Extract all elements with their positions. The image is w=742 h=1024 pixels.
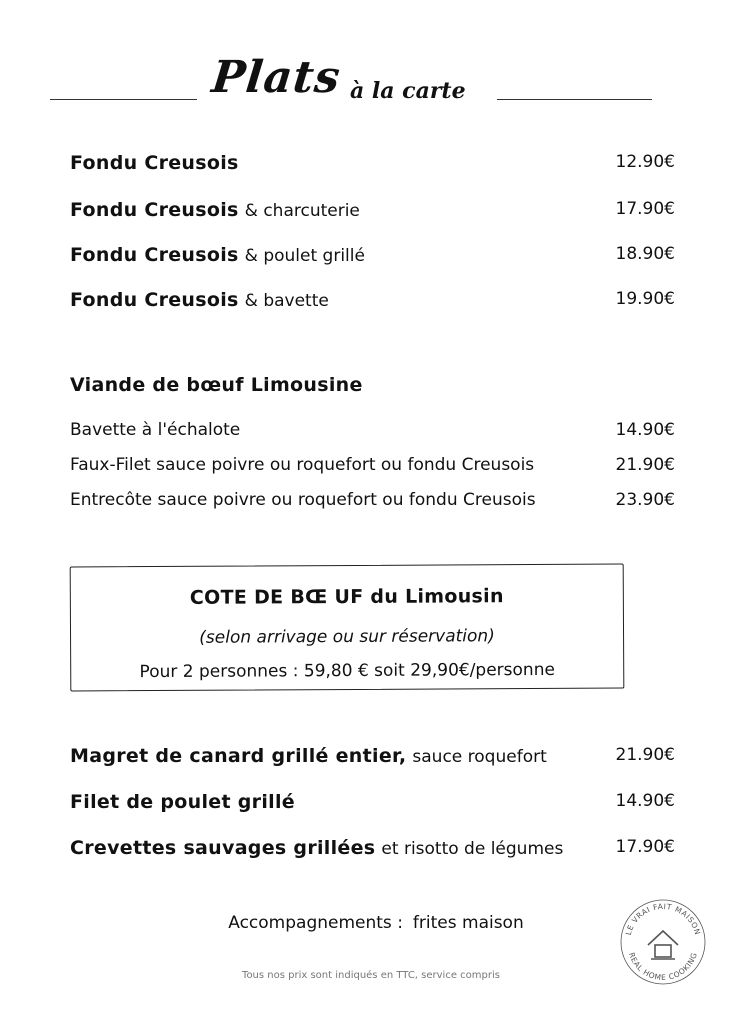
item-price: 21.90€: [615, 745, 675, 765]
item-desc: & poulet grillé: [244, 246, 365, 266]
fait-maison-badge: [618, 897, 708, 987]
house-icon: [648, 931, 678, 959]
item-price: 14.90€: [615, 420, 675, 440]
special-subtitle: (selon arrivage ou sur réservation): [199, 626, 495, 648]
item-price: 12.90€: [615, 152, 675, 172]
menu-item: [70, 152, 675, 174]
item-desc: sauce roquefort: [412, 747, 547, 767]
section-heading-beef: Viande de bœuf Limousine: [70, 374, 363, 396]
item-desc: & charcuterie: [244, 201, 360, 221]
special-title: COTE DE BŒ UF du Limousin: [189, 585, 504, 609]
badge-bottom-text: REAL HOME COOKING: [627, 951, 699, 983]
item-label: Faux-Filet sauce poivre ou roquefort ou fondu Creusois: [70, 455, 535, 475]
header-rule-left: [50, 99, 197, 100]
header-rule-right: [497, 99, 652, 100]
menu-item: [70, 420, 675, 440]
item-name: Crevettes sauvages grillées: [70, 837, 376, 859]
footer-note: Tous nos prix sont indiqués en TTC, service compris: [242, 970, 500, 981]
item-label: Bavette à l'échalote: [70, 420, 241, 440]
menu-item: [70, 745, 675, 767]
item-label: Entrecôte sauce poivre ou roquefort ou fondu Creusois: [70, 490, 536, 510]
page-title: Plats: [209, 52, 344, 103]
item-price: 19.90€: [615, 289, 675, 309]
item-price: 18.90€: [615, 244, 675, 264]
page-header: [0, 50, 742, 120]
badge-top-text: LE VRAI FAIT MAISON: [623, 901, 703, 937]
menu-item: [70, 791, 675, 813]
page-subtitle: à la carte: [350, 78, 466, 104]
menu-item: [70, 244, 675, 266]
item-price: 14.90€: [615, 791, 675, 811]
item-name: Magret de canard grillé entier,: [70, 745, 407, 767]
item-desc: et risotto de légumes: [381, 839, 564, 859]
special-offer-box: [70, 564, 625, 692]
accompaniments-label: Accompagnements :: [228, 913, 403, 933]
item-name: Fondu Creusois: [70, 289, 239, 311]
item-price: 21.90€: [615, 455, 675, 475]
menu-item: [70, 837, 675, 859]
item-name: Filet de poulet grillé: [70, 791, 295, 813]
item-name: Fondu Creusois: [70, 244, 239, 266]
item-desc: & bavette: [244, 291, 329, 311]
item-price: 23.90€: [615, 490, 675, 510]
item-name: Fondu Creusois: [70, 199, 239, 221]
item-price: 17.90€: [615, 837, 675, 857]
menu-item: [70, 455, 675, 475]
special-price-line: Pour 2 personnes : 59,80 € soit 29,90€/personne: [139, 659, 555, 683]
item-name: Fondu Creusois: [70, 152, 239, 174]
menu-item: [70, 199, 675, 221]
menu-item: [70, 490, 675, 510]
item-price: 17.90€: [615, 199, 675, 219]
menu-item: [70, 289, 675, 311]
accompaniments-value: frites maison: [412, 913, 524, 933]
